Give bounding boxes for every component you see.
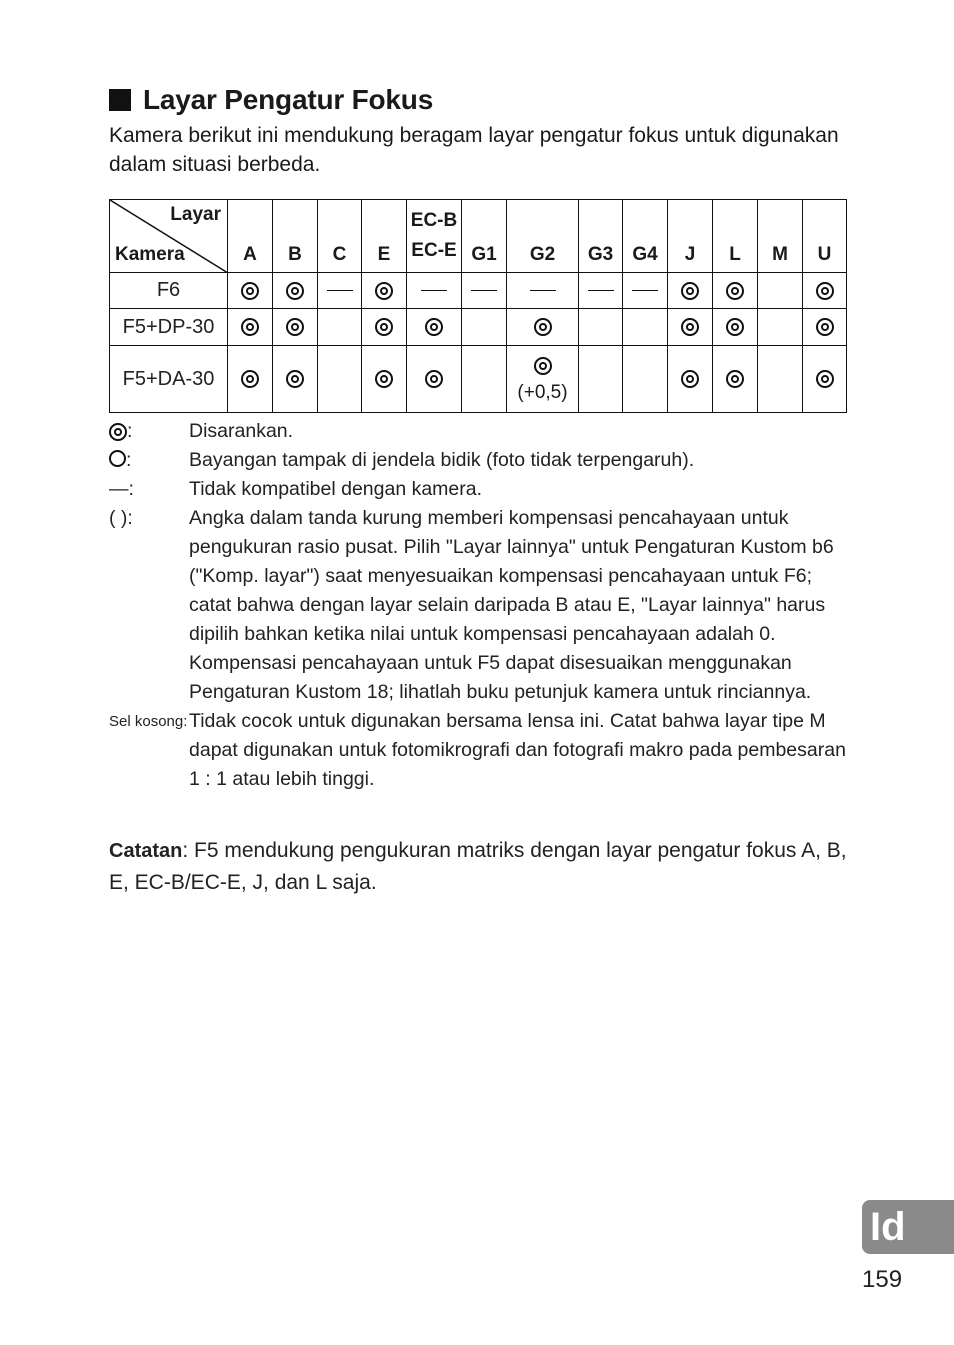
compensation-note: (+0,5)	[517, 381, 568, 403]
column-header: EC-B	[410, 210, 458, 231]
note-label: Catatan	[109, 840, 183, 862]
recommended-icon	[425, 370, 443, 388]
empty-cell	[758, 273, 803, 309]
legend-key: :	[126, 449, 132, 471]
legend-key: ( ):	[109, 507, 133, 529]
empty-cell	[462, 309, 507, 346]
circle-icon	[109, 450, 126, 467]
column-header: A	[228, 200, 273, 273]
column-header: E	[362, 200, 407, 273]
language-tab: Id	[862, 1200, 954, 1254]
page-title: Layar Pengatur Fokus	[143, 84, 434, 115]
column-header: G3	[579, 200, 623, 273]
recommended-icon	[241, 370, 259, 388]
column-header: J	[668, 200, 713, 273]
incompatible-dash-icon	[471, 290, 497, 291]
recommended-icon	[534, 318, 552, 336]
recommended-icon	[681, 370, 699, 388]
incompatible-dash-icon	[530, 290, 556, 291]
legend-item	[109, 504, 849, 707]
column-header: L	[713, 200, 758, 273]
recommended-icon	[681, 282, 699, 300]
table-row	[110, 346, 847, 413]
recommended-icon	[816, 282, 834, 300]
incompatible-dash-icon	[588, 290, 614, 291]
recommended-icon	[534, 357, 552, 375]
empty-cell	[579, 346, 623, 413]
incompatible-dash-icon	[632, 290, 658, 291]
column-header: C	[318, 200, 362, 273]
column-header: G1	[462, 200, 507, 273]
recommended-icon	[375, 282, 393, 300]
legend-text: Disarankan.	[189, 420, 294, 442]
recommended-icon	[681, 318, 699, 336]
legend-item	[109, 475, 849, 504]
empty-cell	[758, 346, 803, 413]
column-header: M	[758, 200, 803, 273]
note-text: : F5 mendukung pengukuran matriks dengan layar pengatur fokus A, B, E, EC-B/EC-E, J, dan L saja.	[109, 839, 847, 894]
recommended-icon	[286, 318, 304, 336]
corner-label-kamera: Kamera	[115, 244, 185, 265]
legend-item	[109, 707, 849, 794]
empty-cell	[579, 309, 623, 346]
recommended-icon	[425, 318, 443, 336]
empty-cell	[623, 309, 668, 346]
column-header: U	[803, 200, 847, 273]
recommended-icon	[109, 423, 127, 441]
empty-cell	[758, 309, 803, 346]
section-heading	[109, 84, 433, 116]
row-camera-label: F5+DA-30	[110, 346, 228, 413]
corner-label-layar: Layar	[170, 204, 221, 225]
legend-text: Tidak kompatibel dengan kamera.	[189, 478, 483, 500]
incompatible-dash-icon	[327, 290, 353, 291]
recommended-icon	[241, 282, 259, 300]
table-corner-cell	[110, 200, 228, 273]
recommended-icon	[241, 318, 259, 336]
table-legend	[109, 417, 849, 794]
recommended-icon	[726, 370, 744, 388]
page-number: 159	[862, 1266, 903, 1293]
empty-cell	[462, 346, 507, 413]
note-paragraph	[109, 835, 869, 898]
row-camera-label: F5+DP-30	[110, 309, 228, 346]
recommended-icon	[816, 370, 834, 388]
intro-paragraph: Kamera berikut ini mendukung beragam layar pengatur fokus untuk digunakan dalam situasi berbeda.	[109, 124, 839, 176]
column-header: B	[273, 200, 318, 273]
recommended-icon	[375, 370, 393, 388]
empty-cell	[318, 346, 362, 413]
column-header-ecb-ece	[407, 200, 462, 273]
column-header: G4	[623, 200, 668, 273]
recommended-icon	[375, 318, 393, 336]
legend-key: Sel kosong:	[109, 713, 188, 730]
table-header-row	[110, 200, 847, 273]
recommended-icon	[726, 318, 744, 336]
incompatible-dash-icon	[421, 290, 447, 291]
column-header: G2	[507, 200, 579, 273]
heading-square-icon	[109, 89, 131, 111]
empty-cell	[318, 309, 362, 346]
legend-key: —:	[109, 478, 134, 500]
legend-text: Tidak cocok untuk digunakan bersama lensa ini. Catat bahwa layar tipe M dapat digunakan untuk fotomikrografi dan fotografi makro pada pembesaran 1 : 1 atau lebih tinggi.	[189, 710, 846, 790]
legend-text: Angka dalam tanda kurung memberi kompensasi pencahayaan untuk pengukuran rasio pusat. Pilih "Layar lainnya" untuk Pengaturan Kustom b6 ("Komp. layar") saat menyesuaikan kompensasi pencahayaan untuk F6; catat bahwa dengan layar selain daripada B atau E, "Layar lainnya" harus dipilih bahkan ketika nilai untuk kompensasi pencahayaan adalah 0. Kompensasi pencahayaan untuk F5 dapat disesuaikan menggunakan Pengaturan Kustom 18; lihatlah buku petunjuk kamera untuk rinciannya.	[189, 507, 834, 703]
recommended-icon	[286, 282, 304, 300]
legend-item	[109, 446, 849, 475]
column-header: EC-E	[411, 240, 457, 261]
recommended-icon	[816, 318, 834, 336]
table-row	[110, 273, 847, 309]
legend-text: Bayangan tampak di jendela bidik (foto tidak terpengaruh).	[189, 449, 695, 471]
empty-cell	[623, 346, 668, 413]
focusing-screen-table	[109, 199, 847, 413]
row-camera-label: F6	[110, 273, 228, 309]
recommended-icon	[286, 370, 304, 388]
legend-key: :	[127, 420, 133, 442]
recommended-icon	[726, 282, 744, 300]
legend-item	[109, 417, 849, 446]
table-row	[110, 309, 847, 346]
